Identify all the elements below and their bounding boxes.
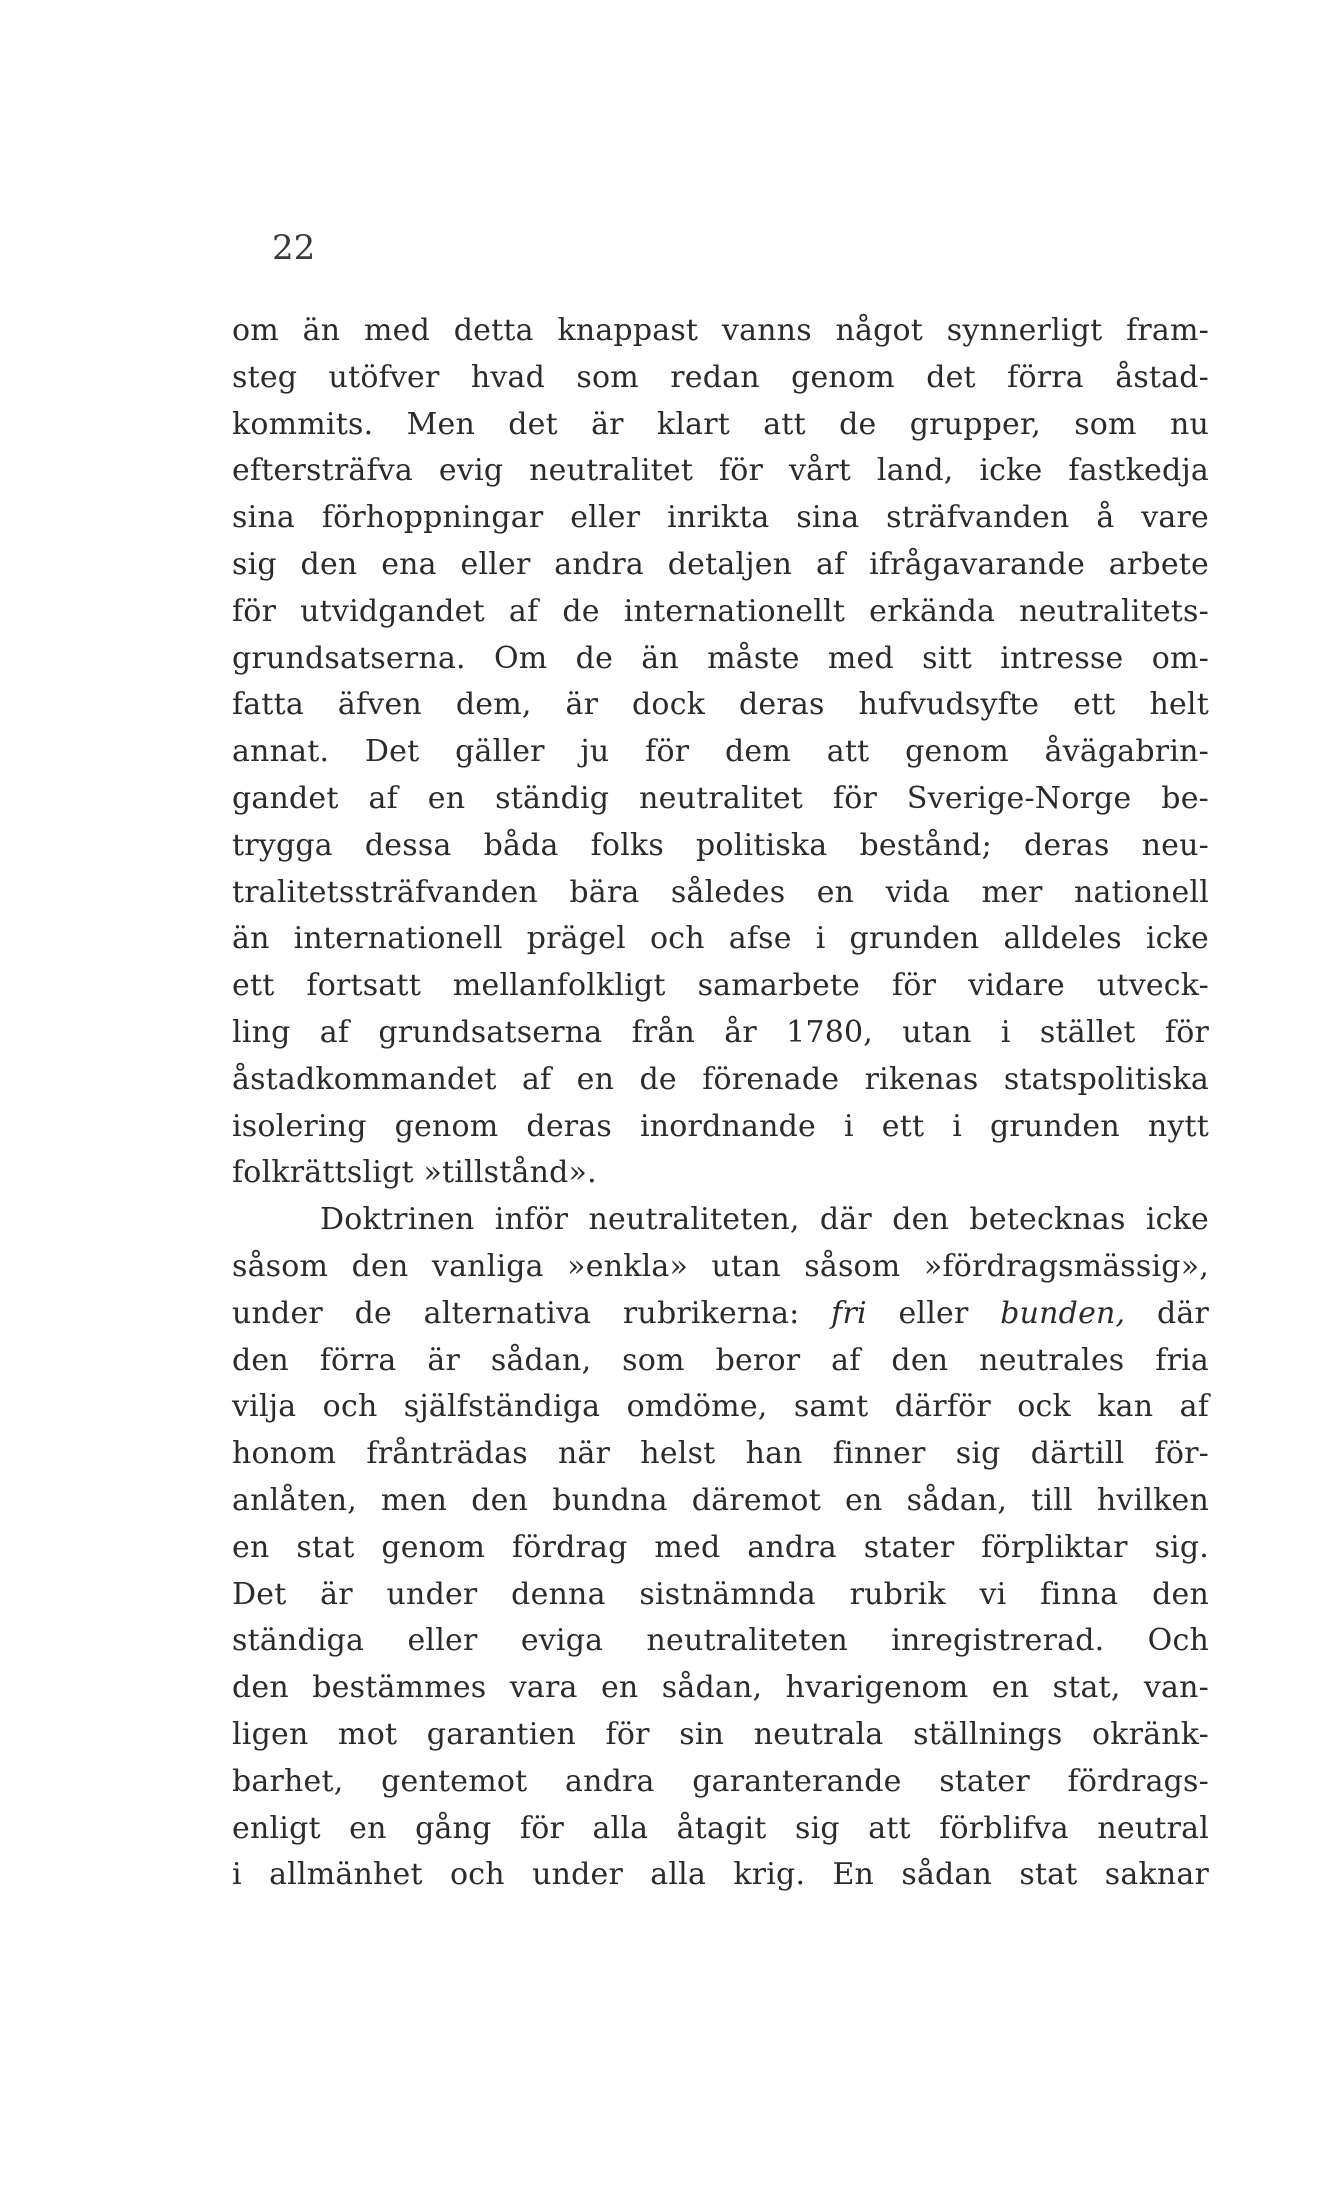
text-line-with-italics [232,1291,1209,1338]
text-line: såsom den vanliga »enkla» utan såsom »fördragsmässig», [232,1248,1209,1284]
text-line: i allmänhet och under alla krig. En sådan stat saknar [232,1857,1209,1893]
italic-term-fri: fri [831,1295,867,1331]
text-line: anlåten, men den bundna däremot en sådan, till hvilken [232,1482,1209,1518]
page-number: 22 [272,228,316,268]
text-line: än internationell prägel och afse i grunden alldeles icke [232,921,1209,957]
text-line: den förra är sådan, som beror af den neutrales fria [232,1342,1209,1378]
text-line: steg utöfver hvad som redan genom det förra åstad- [232,359,1209,395]
text-line: ständiga eller eviga neutraliteten inregistrerad. Och [232,1623,1209,1659]
text-line: grundsatserna. Om de än måste med sitt intresse om- [232,640,1209,676]
text-line: åstadkommandet af en de förenade rikenas statspolitiska [232,1061,1209,1097]
text-line: eftersträfva evig neutralitet för vårt land, icke fastkedja [232,453,1209,489]
text-line: Det är under denna sistnämnda rubrik vi finna den [232,1576,1209,1612]
text-line-paragraph-start: Doktrinen inför neutraliteten, där den betecknas icke [320,1202,1209,1238]
text-line: ling af grundsatserna från år 1780, utan i stället för [232,1014,1209,1050]
body-text [232,308,1209,1899]
text-line: en stat genom fördrag med andra stater förpliktar sig. [232,1529,1209,1565]
text-line: vilja och själfständiga omdöme, samt därför ock kan af [232,1389,1209,1425]
text-line: kommits. Men det är klart att de grupper, som nu [232,406,1209,442]
text-line: sina förhoppningar eller inrikta sina sträfvanden å vare [232,500,1209,536]
text-line: annat. Det gäller ju för dem att genom åvägabrin- [232,734,1209,770]
text-line-paragraph-end: folkrättsligt »tillstånd». [232,1155,597,1191]
italic-term-bunden: bunden, [1000,1295,1126,1331]
text-line: fatta äfven dem, är dock deras hufvudsyfte ett helt [232,687,1209,723]
text-line: tralitetssträfvanden bära således en vida mer nationell [232,874,1209,910]
text-line: honom frånträdas när helst han finner sig därtill för- [232,1436,1209,1472]
text-line: för utvidgandet af de internationellt erkända neutralitets- [232,593,1209,629]
text-line: om än med detta knappast vanns något synnerligt fram- [232,313,1209,348]
text-line: barhet, gentemot andra garanterande stater fördrags- [232,1763,1209,1799]
text-line: enligt en gång för alla åtagit sig att förblifva neutral [232,1810,1209,1846]
text-line: den bestämmes vara en sådan, hvarigenom en stat, van- [232,1670,1209,1706]
text-run: under de alternativa rubrikerna: [232,1295,832,1331]
text-run: där [1125,1295,1209,1331]
text-line: ett fortsatt mellanfolkligt samarbete för vidare utveck- [232,968,1209,1004]
text-line: sig den ena eller andra detaljen af ifrågavarande arbete [232,546,1209,582]
text-line: gandet af en ständig neutralitet för Sverige-Norge be- [232,780,1209,816]
text-run: eller [866,1295,1001,1331]
text-line: ligen mot garantien för sin neutrala ställnings okränk- [232,1716,1209,1752]
text-line: trygga dessa båda folks politiska bestånd; deras neu- [232,827,1209,863]
text-line: isolering genom deras inordnande i ett i grunden nytt [232,1108,1209,1144]
